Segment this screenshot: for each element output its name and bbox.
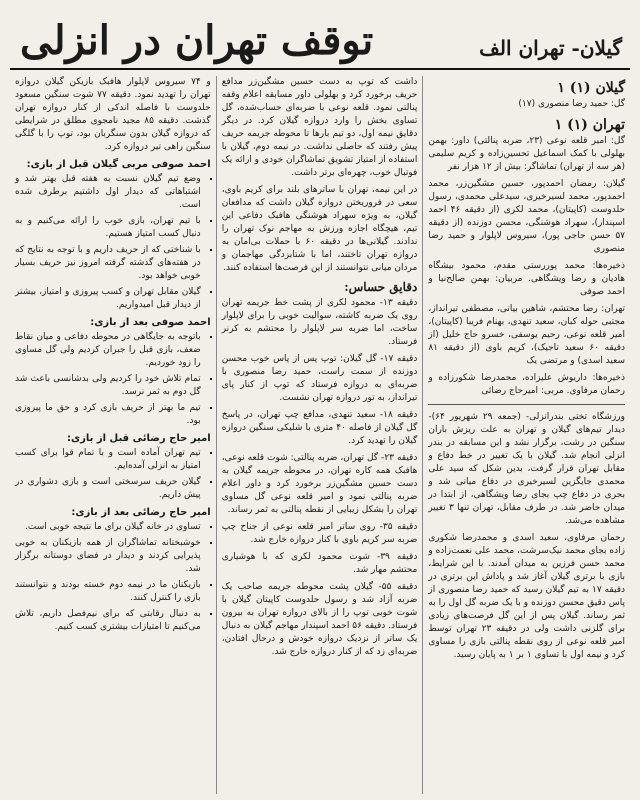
list-item: ▪ بازیکنان ما در نیمه دوم خسته بودند و نتوانستند بازی را کنترل کنند. bbox=[15, 579, 201, 605]
list-item: ▪ به دنبال رقابتی که برای نیم‌فصل داریم، تلاش می‌کنیم تا امتیازات بیشتری کسب کنیم. bbox=[15, 608, 201, 634]
coach-quotes-list bbox=[15, 447, 211, 502]
key-moments-heading: دقایق حساس: bbox=[344, 280, 418, 294]
article-headline: توقف تهران در انزلی bbox=[20, 17, 374, 64]
list-item: ▪ تمام تلاش خود را کردیم ولی بدشانسی باعث شد گل دوم به ثمر نرسد. bbox=[15, 373, 201, 399]
moment: دقیقه ۵۵- گیلان پشت محوطه جریمه صاحب یک ضربه آزاد شد و رسول حلدوست کاپیتان گیلان با شوت خوبی توپ را از بالای دروازه تهران به بیرون فرستاد. دقیقه ۵۶ احمد اسپندار مهاجم گیلان به دنبال یک ساتر از نزدیک دروازه خودش و درحال افتادن، ضربه‌ای زد که از کنار دروازه خارج شد. bbox=[221, 582, 418, 657]
report-continued: داشت که توپ به دست حسین مشگین‌زر مدافع حریف برخورد کرد و بهلولی داور مسابقه اعلام وقفه پنالتی نمود. قلعه نوعی با ضربه‌ای حساب‌شده، گل تساوی بخش را وارد دروازه گیلان کرد. در دیگر دقایق نیمه اول، دو تیم بارها تا محوطه جریمه حریف پیش رفتند که حاصلی نداشت. در نیمه دوم، گیلان با استفاده از امتیاز تشویق تماشاگران خودی و ارائه یک فوتبال خوب، چهره‌ای برتر داشت. bbox=[221, 77, 418, 178]
list-item: ▪ تیم ما بهتر از حریف بازی کرد و حق ما پیروزی بود. bbox=[15, 402, 201, 428]
divider bbox=[428, 404, 625, 405]
moment: دقیقه ۱۷- گل گیلان: توپ پس از پاس خوب محسن دوزنده از سمت راست، حمید رضا منصوری با ضربه‌ای به دروازه فرستاد که توپ از کنار پای تیرانداز، به تور دروازه تهران نشست. bbox=[221, 354, 418, 403]
list-item: ▪ با شناختی که از حریف داریم و با توجه به نتایج که در هفته‌های گذشته گرفته امروز نیز حریف بسیار خوبی خواهد بود. bbox=[15, 244, 201, 283]
list-item: ▪ خوشبختانه تماشاگران از همه بازیکنان به خوبی پذیرایی کردند و دیدار در فضای دوستانه برگزار شد. bbox=[15, 537, 201, 576]
score-tehran: تهران (۱) ۱ bbox=[554, 117, 625, 133]
list-item: ▪ باتوجه به جایگاهی در محوطه دفاعی و میان نقاط ضعف، بازی قبل را جبران کردیم ولی گل مساوی را زود خوردیم. bbox=[15, 331, 201, 370]
column-middle bbox=[217, 76, 424, 794]
report-second-half: در این نیمه، تهران با ساترهای بلند برای کریم باوی، سعی در فروریختن دروازه گیلان داشت که مدافعان گیلان، به ویژه سهراد هوشنگی هافبک دفاعی این تیم، هیچگاه اجازه ورزش به مهاجم نوک تهران را ندادند. گیلانی‌ها در دقیقه ۶۰ با حملات بی‌امان به دروازه تهران تاختند، اما با شتابزدگی مهاجمان و مردان میانی نتوانستند از این فرصت‌ها استفاده کنند. bbox=[221, 185, 418, 273]
tehran-subs: ذخیره‌ها: داریوش علیزاده، محمدرضا شکورزاده و رحمان مرفاوی. مربی: امیرحاج رضائی bbox=[428, 373, 625, 396]
gilan-subs: ذخیره‌ها: محمد پوررستی مقدم، محمود بیشگاه هادیان و رضا ویشگاهی. مربیان: بهمن صالح‌نیا و احمد صوفی bbox=[428, 261, 625, 297]
gilan-lineup: گیلان: رمضان احمدپور، حسین مشگین‌زر، محمد احمدپور، محمد لسیرخیری، سیدعلی محمدی، رسول حلدوست (کاپیتان)، محمد لکری (از دقیقه ۴۶ احمد اسپندار)، سهراد هوشنگی، محسن دوزنده (از دقیقه ۵۷ حسن حاجی پور)، سیروس لاپلوار و حمید رضا منصوری bbox=[428, 179, 625, 254]
moment: دقیقه ۲۳- گل تهران، ضربه پنالتی: شوت قلعه نوعی، هافبک همه کاره تهران، در محوطه جریمه گیلان به دست حسین مشگین‌زر برخورد کرد و داور اعلام ضربه پنالتی نمود و امیر قلعه نوعی گل مساوی تهران را بشکل زیبایی از نقطه پنالتی به ثمر رساند. bbox=[221, 453, 418, 515]
coach-quotes-list bbox=[15, 331, 211, 428]
coach-quote-heading: احمد صوفی بعد از بازی: bbox=[90, 317, 211, 328]
match-kicker: گیلان- تهران الف bbox=[479, 36, 622, 60]
score-gilan: گیلان (۱) ۱ bbox=[557, 80, 625, 96]
column-left bbox=[10, 76, 217, 794]
coach-quotes-list bbox=[15, 521, 211, 634]
moment: دقیقه ۳۵- روی ساتر امیر قلعه نوعی از جناح چپ ضربه سر کریم باوی با کنار دروازه خارج شد. bbox=[221, 522, 418, 545]
article-header bbox=[10, 10, 630, 70]
coach-quote-heading: امیر حاج رضائی قبل از بازی: bbox=[66, 433, 211, 444]
coach-quotes-list bbox=[15, 173, 211, 312]
moment: دقیقه ۱۳- محمود لکری از پشت خط جریمه تهران روی یک ضربه کاشته، سوالیت خوبی را برای لاپلوار ساخت، اما ضربه سر لاپلوار را محتشم به کرنر فرستاد. bbox=[221, 298, 418, 347]
list-item: ▪ تیم تهران آماده است و با تمام قوا برای کسب امتیاز به انزلی آمده‌ایم. bbox=[15, 447, 201, 473]
report-late-moments: و ۷۴ سیروس لاپلوار هافبک بازیکن گیلان دروازه تهران را تهدید نمود. دقیقه ۷۷ شوت سنگین مسعود حلدوست با فاصله اندکی از کنار دروازه تهران گذشت. دقیقه ۸۵ مجید نامجوی مطلق در شرایطی که دروازه گیلان بدون سنگربان بود، توپ را با گلگی سنگین راهی تیر دروازه کرد. bbox=[15, 77, 211, 152]
coach-quote-heading: امیر حاج رضائی بعد از بازی: bbox=[71, 507, 211, 518]
goal-line: گل: حمید رضا منصوری (۱۷) bbox=[518, 99, 625, 109]
list-item: ▪ با تیم تهران، بازی خوب را ارائه می‌کنیم و به دنبال کسب امتیاز هستیم. bbox=[15, 215, 201, 241]
article-columns bbox=[10, 76, 630, 794]
coach-quote-heading: احمد صوفی مربی گیلان قبل از بازی: bbox=[26, 159, 211, 170]
tehran-lineup: تهران: رضا محتشم، شاهین بیاتی، مصطفی تیرانداز، مجتبی حوله کبان، سعید تنهدی، بهنام فریبا (کاپیتان)، امیر قلعه نوعی، رحیم یوسفی، خسرو حاج خلیل (از دقیقه ۶۰ سعید تاجیک)، کریم باوی (از دقیقه ۸۱ سعید اسدی) و مرتضی یک bbox=[428, 304, 626, 366]
moment: دقیقه ۱۸- سعید تنهدی، مدافع چپ تهران، در پاسخ گل گیلان از فاصله ۴۰ متری با شلیکی سنگین دروازه گیلان را تهدید کرد. bbox=[221, 410, 418, 446]
list-item: ▪ گیلان مقابل تهران و کسب پیروزی و امتیاز، بیشتر از دیدار قبل امیدواریم. bbox=[15, 286, 201, 312]
list-item: ▪ تساوی در خانه گیلان برای ما نتیجه خوبی است. bbox=[15, 521, 201, 534]
match-officials: گل: امیر قلعه نوعی (۲۳، ضربه پنالتی) داور: بهمن بهلولی با کمک اسماعیل تحسین‌زاده و کریم سلیمی (هر سه از تهران) تماشاگر: بیش از ۱۲ هزار نفر bbox=[428, 136, 625, 172]
list-item: ▪ وضع تیم گیلان نسبت به هفته قبل بهتر شد و اشتباهاتی که دیدار اول داشتیم برطرف شده است. bbox=[15, 173, 201, 212]
report-intro: ورزشگاه تختی بندرانزلی- (جمعه ۲۹ شهریور ۶۴)- دیدار تیم‌های گیلان و تهران به علت ریزش باران سنگین در رشت، برگزار نشد و این مسابقه در بندر انزلی انجام شد. گیلان با یک تغییر در خط دفاع و مقابل تهران قرار گرفت، بدین شکل که سید علی محمدی جایگزین لسیرخیری در دفاع میانی شد و بحری در دفاع چپ بجای رضا ویشگاهی، از ابتدا در میدان حاضر شد. در طرف مقابل، تهران تنها ۳ تغییر مشاهده می‌شد. bbox=[428, 412, 626, 526]
report-first-half: رحمان مرفاوی، سعید اسدی و محمدرضا شکوری زاده بجای محمد نیک‌سرشت، محمد علی نعمت‌زاده و محمد حسن فرزین به میدان آمدند. با این شرایط، بازی با برتری گیلان آغاز شد و پاداش این برتری در دقیقه ۱۷ به تیم گیلان رسید که حمید رضا منصوری از پاس دقیق محسن دوزنده و با یک ضربه گل اول را به ثمر رساند. گیلان پس از این گل فرصت‌های زیادی برای گلزنی داشت ولی در دقیقه ۲۳ تهران توسط امیر قلعه نوعی از روی نقطه پنالتی بازی را مساوی کرد و نیمه اول با تساوی ۱ بر ۱ به پایان رسید. bbox=[428, 533, 626, 660]
moment: دقیقه ۳۹- شوت محمود لکری که با هوشیاری محتشم مهار شد. bbox=[221, 552, 418, 575]
column-right bbox=[423, 76, 630, 794]
list-item: ▪ گیلان حریف سرسختی است و بازی دشواری در پیش داریم. bbox=[15, 476, 201, 502]
